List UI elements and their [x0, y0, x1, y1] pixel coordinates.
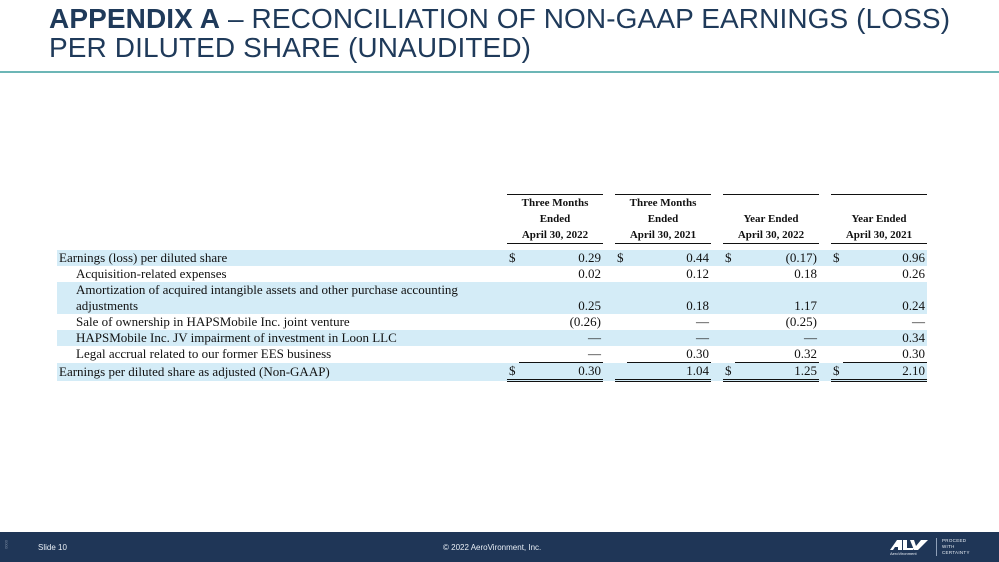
- table-row: [57, 346, 927, 363]
- title-divider: [0, 71, 999, 73]
- cell-value: 0.18: [794, 266, 817, 281]
- cell-value: 0.24: [843, 282, 927, 314]
- table-row: [57, 282, 927, 314]
- row-label: Acquisition-related expenses: [76, 266, 227, 281]
- cell-value: 0.30: [627, 346, 711, 363]
- tagline: PROCEED WITH CERTAINTY: [942, 538, 970, 555]
- cell-value: (0.26): [569, 314, 601, 329]
- column-header: Year Ended April 30, 2022: [723, 195, 819, 244]
- row-label: Earnings per diluted share as adjusted (Non-GAAP): [57, 363, 507, 381]
- cell-value: (0.25): [785, 314, 817, 329]
- cell-value: (0.17): [735, 250, 819, 266]
- cell-value: 1.17: [735, 282, 819, 314]
- cell-value: 0.32: [735, 346, 819, 363]
- dollar-sign: $: [507, 250, 519, 266]
- cell-value: 2.10: [843, 363, 927, 381]
- cell-value: —: [519, 330, 603, 346]
- cell-value: —: [735, 330, 819, 346]
- copyright-text: © 2022 AeroVironment, Inc.: [443, 543, 542, 552]
- cell-value: —: [627, 330, 711, 346]
- cell-value: 1.04: [627, 363, 711, 381]
- cell-value: 1.25: [735, 363, 819, 381]
- cell-value: 0.25: [519, 282, 603, 314]
- table-row-total: [57, 363, 927, 381]
- cell-value: 0.30: [519, 363, 603, 381]
- cell-value: —: [696, 314, 709, 329]
- dollar-sign: $: [507, 363, 519, 381]
- dollar-sign: $: [615, 250, 627, 266]
- table-row: [57, 266, 927, 282]
- slide-number: Slide 10: [38, 543, 67, 552]
- dollar-sign: $: [723, 250, 735, 266]
- reconciliation-table: [57, 194, 927, 382]
- column-header: Year Ended April 30, 2021: [831, 195, 927, 244]
- cell-value: 0.34: [843, 330, 927, 346]
- row-label: Legal accrual related to our former EES business: [76, 346, 332, 362]
- cell-value: 0.96: [843, 250, 927, 266]
- cell-value: 0.30: [843, 346, 927, 363]
- cell-value: —: [519, 346, 603, 363]
- cell-value: 0.12: [686, 266, 709, 281]
- title-rest: – RECONCILIATION OF NON-GAAP EARNINGS (LOSS): [220, 3, 951, 34]
- column-header: Three Months Ended April 30, 2021: [615, 195, 711, 244]
- table-header-row: [57, 195, 927, 244]
- row-label: Earnings (loss) per diluted share: [57, 250, 507, 266]
- title-bold: APPENDIX A: [49, 3, 221, 34]
- dollar-sign: $: [831, 250, 843, 266]
- logo-wordmark: AeroVironment: [890, 551, 917, 556]
- page-title: [49, 4, 950, 62]
- table-row: [57, 330, 927, 346]
- dollar-sign: $: [723, 363, 735, 381]
- row-label: Amortization of acquired intangible assets and other purchase accounting adjustments: [57, 282, 507, 314]
- cell-value: 0.29: [519, 250, 603, 266]
- cell-value: 0.02: [578, 266, 601, 281]
- table-row: [57, 314, 927, 330]
- footer-code: 0000: [4, 540, 9, 549]
- row-label: Sale of ownership in HAPSMobile Inc. joint venture: [76, 314, 350, 329]
- title-line2: PER DILUTED SHARE (UNAUDITED): [49, 32, 532, 63]
- logo-divider: [936, 538, 937, 556]
- dollar-sign: $: [831, 363, 843, 381]
- slide-footer: [0, 532, 999, 562]
- row-label: HAPSMobile Inc. JV impairment of investment in Loon LLC: [57, 330, 507, 346]
- cell-value: 0.18: [627, 282, 711, 314]
- table-row: [57, 250, 927, 266]
- cell-value: —: [912, 314, 925, 329]
- column-header: Three Months Ended April 30, 2022: [507, 195, 603, 244]
- cell-value: 0.26: [902, 266, 925, 281]
- cell-value: 0.44: [627, 250, 711, 266]
